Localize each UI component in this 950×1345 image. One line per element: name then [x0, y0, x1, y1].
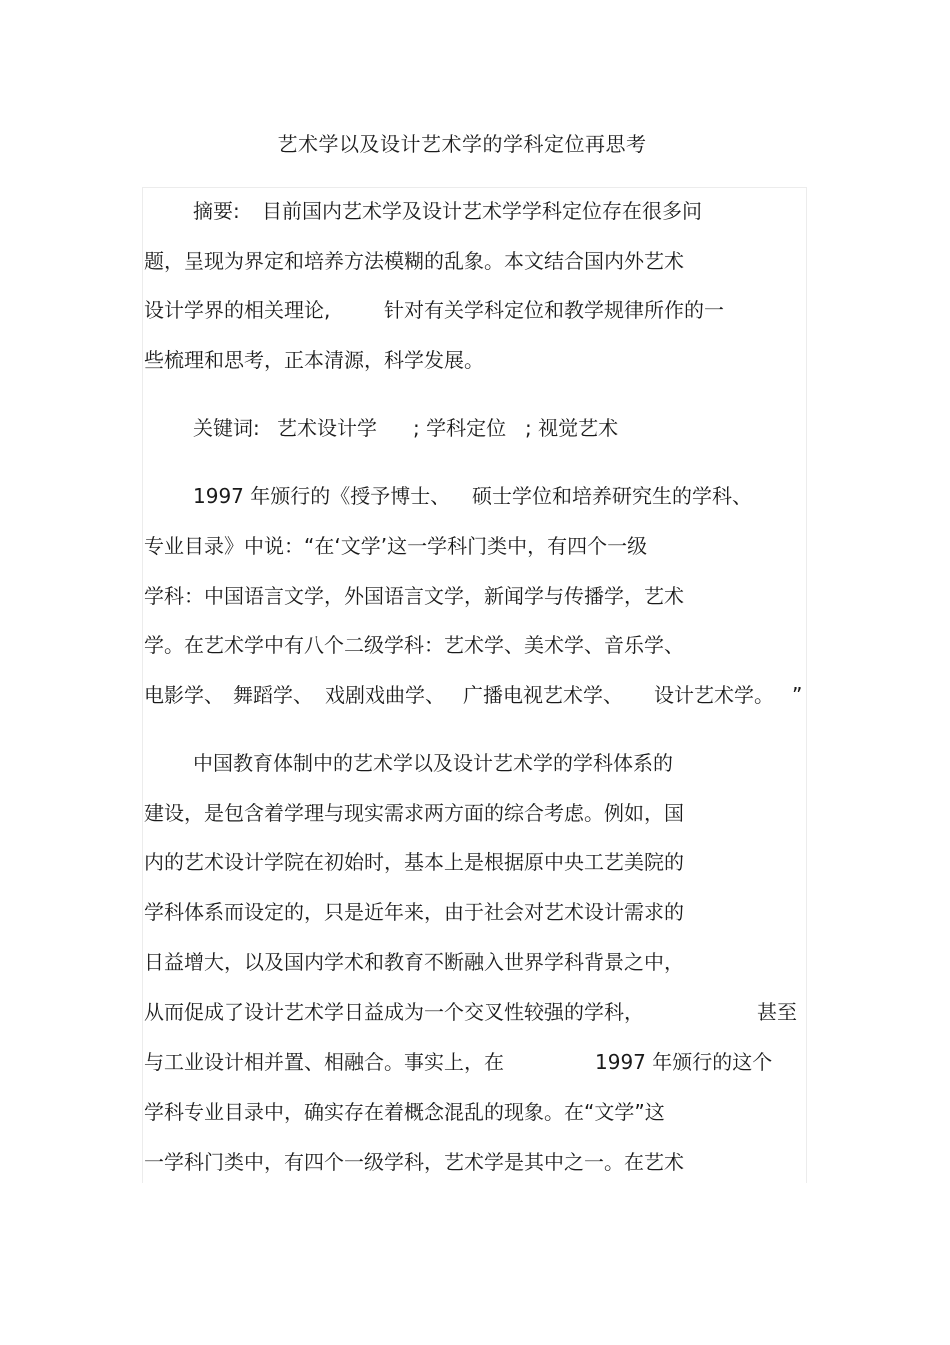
paragraph-line: ”: [792, 683, 803, 707]
paragraph-line: 舞蹈学、: [233, 683, 313, 707]
paragraph-line: 内的艺术设计学院在初始时，基本上是根据原中央工艺美院的: [144, 850, 684, 874]
paragraph-line: 甚至: [757, 1000, 797, 1024]
paragraph-line: 学科：中国语言文学，外国语言文学，新闻学与传播学，艺术: [144, 584, 684, 608]
paragraph-line: 1997 年颁行的《授予博士、: [193, 484, 451, 508]
keyword: 艺术设计学: [277, 416, 377, 440]
keyword: ; 学科定位: [413, 416, 507, 440]
paragraph-line: 学科专业目录中，确实存在着概念混乱的现象。在“文学”这: [144, 1100, 665, 1124]
keyword: ; 视觉艺术: [525, 416, 619, 440]
paragraph-line: 建设，是包含着学理与现实需求两方面的综合考虑。例如，国: [144, 801, 684, 825]
abstract-line: 题，呈现为界定和培养方法模糊的乱象。本文结合国内外艺术: [144, 249, 684, 273]
paragraph-line: 广播电视艺术学、: [463, 683, 623, 707]
paragraph-line: 学科体系而设定的，只是近年来，由于社会对艺术设计需求的: [144, 900, 684, 924]
abstract-line: 针对有关学科定位和教学规律所作的一: [384, 298, 724, 322]
abstract-line: 些梳理和思考，正本清源，科学发展。: [144, 348, 484, 372]
keywords-label: 关键词:: [193, 416, 260, 440]
paragraph-line: 日益增大，以及国内学术和教育不断融入世界学科背景之中，: [144, 950, 684, 974]
paragraph-line: 硕士学位和培养研究生的学科、: [472, 484, 752, 508]
abstract-label: 摘要:: [193, 199, 240, 223]
abstract-line: 设计学界的相关理论,: [144, 298, 331, 322]
paragraph-line: 从而促成了设计艺术学日益成为一个交叉性较强的学科，: [144, 1000, 644, 1024]
paragraph-line: 电影学、: [144, 683, 224, 707]
paragraph-line: 学。在艺术学中有八个二级学科：艺术学、美术学、音乐学、: [144, 633, 684, 657]
paragraph-line: 一学科门类中，有四个一级学科，艺术学是其中之一。在艺术: [144, 1150, 684, 1174]
abstract-line: 目前国内艺术学及设计艺术学学科定位存在很多问: [262, 199, 702, 223]
paragraph-line: 与工业设计相并置、相融合。事实上，在: [144, 1050, 504, 1074]
document-title: 艺术学以及设计艺术学的学科定位再思考: [277, 132, 647, 156]
paragraph-line: 设计艺术学。: [654, 683, 774, 707]
paragraph-line: 1997 年颁行的这个: [595, 1050, 773, 1074]
paragraph-line: 中国教育体制中的艺术学以及设计艺术学的学科体系的: [193, 751, 673, 775]
paragraph-line: 专业目录》中说：“在‘文学’这一学科门类中，有四个一级: [144, 534, 648, 558]
paragraph-line: 戏剧戏曲学、: [325, 683, 445, 707]
